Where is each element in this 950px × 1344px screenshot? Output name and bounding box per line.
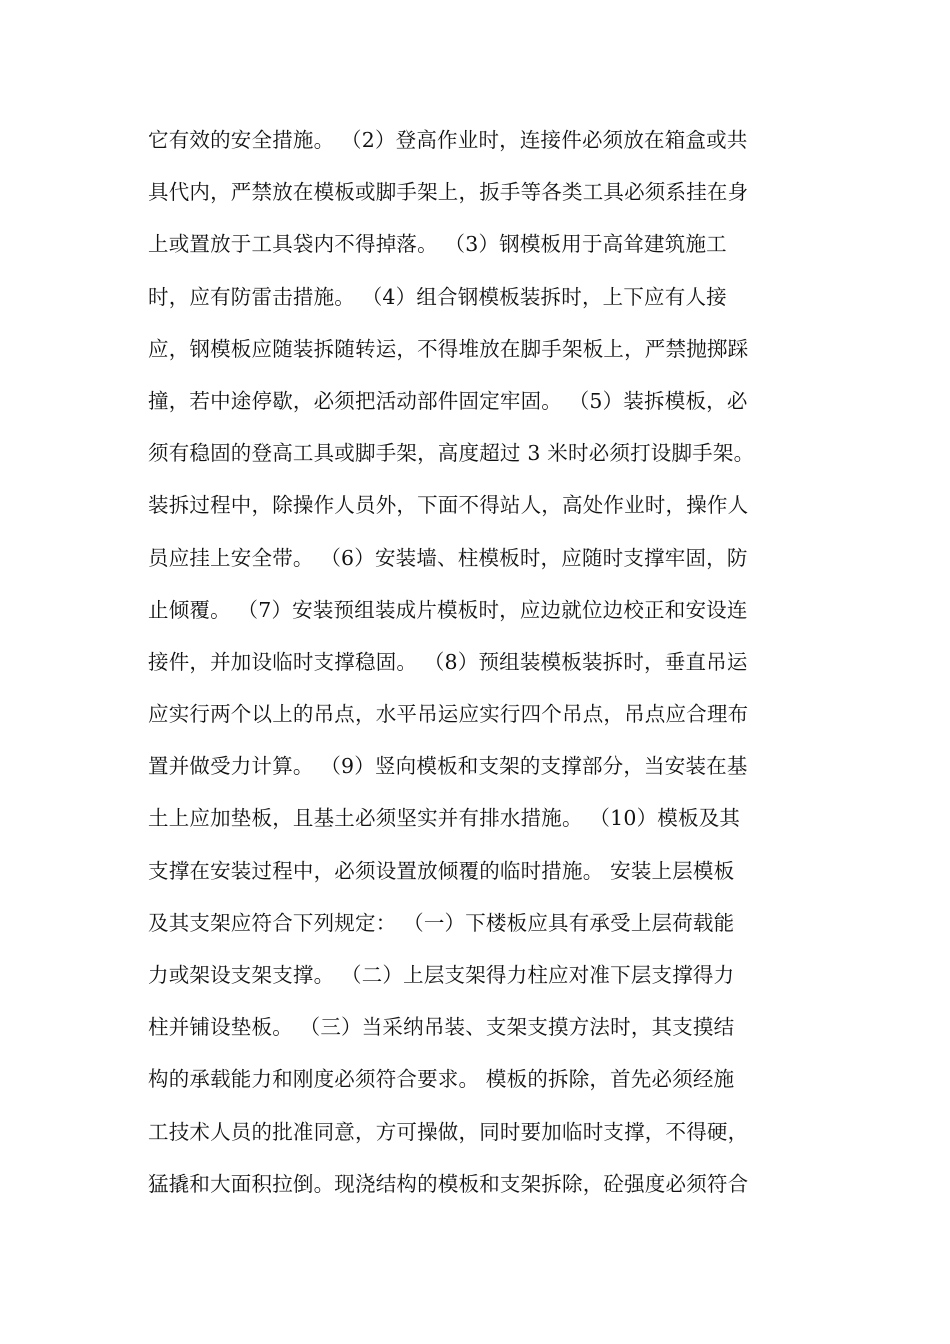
text-line: 工技术人员的批准同意，方可操做，同时要加临时支撑，不得硬， <box>148 1119 749 1144</box>
text-line: 力或架设支架支撑。 （二）上层支架得力柱应对准下层支撑得力 <box>148 963 735 987</box>
text-line: 装拆过程中，除操作人员外，下面不得站人，高处作业时，操作人 <box>148 493 749 518</box>
text-line: 上或置放于工具袋内不得掉落。 （3）钢模板用于高耸建筑施工 <box>148 232 727 257</box>
text-line: 止倾覆。 （7）安装预组装成片模板时，应边就位边校正和安设连 <box>148 597 748 622</box>
text-line: 应，钢模板应随装拆随转运，不得堆放在脚手架板上，严禁抛掷踩 <box>148 336 749 361</box>
text-line: 撞，若中途停歇，必须把活动部件固定牢固。 （5）装拆模板，必 <box>148 388 748 413</box>
text-line: 构的承载能力和刚度必须符合要求。 模板的拆除，首先必须经施 <box>148 1067 735 1092</box>
text-line: 它有效的安全措施。 （2）登高作业时，连接件必须放在箱盒或共 <box>148 128 748 152</box>
text-line: 接件，并加设临时支撑稳固。 （8）预组装模板装拆时，垂直吊运 <box>148 649 748 674</box>
text-line: 柱并铺设垫板。 （三）当采纳吊装、支架支摸方法时，其支摸结 <box>148 1015 735 1040</box>
text-line: 置并做受力计算。 （9）竖向模板和支架的支撑部分，当安装在基 <box>148 754 748 779</box>
text-line: 须有稳固的登高工具或脚手架，高度超过 3 米时必须打设脚手架。 <box>148 441 755 466</box>
text-line: 具代内，严禁放在模板或脚手架上，扳手等各类工具必须系挂在身 <box>148 180 749 205</box>
text-line: 猛撬和大面积拉倒。现浇结构的模板和支架拆除，砼强度必须符合 <box>148 1171 749 1196</box>
text-line: 土上应加垫板，且基土必须坚实并有排水措施。 （10）模板及其 <box>148 806 741 831</box>
text-line: 员应挂上安全带。 （6）安装墙、柱模板时，应随时支撑牢固，防 <box>148 545 748 570</box>
text-line: 支撑在安装过程中，必须设置放倾覆的临时措施。 安装上层模板 <box>148 858 735 883</box>
text-line: 应实行两个以上的吊点，水平吊运应实行四个吊点，吊点应合理布 <box>148 702 749 727</box>
body-text <box>148 114 808 1210</box>
text-line: 及其支架应符合下列规定： （一）下楼板应具有承受上层荷载能 <box>148 910 735 935</box>
text-line: 时，应有防雷击措施。 （4）组合钢模板装拆时，上下应有人接 <box>148 284 727 309</box>
